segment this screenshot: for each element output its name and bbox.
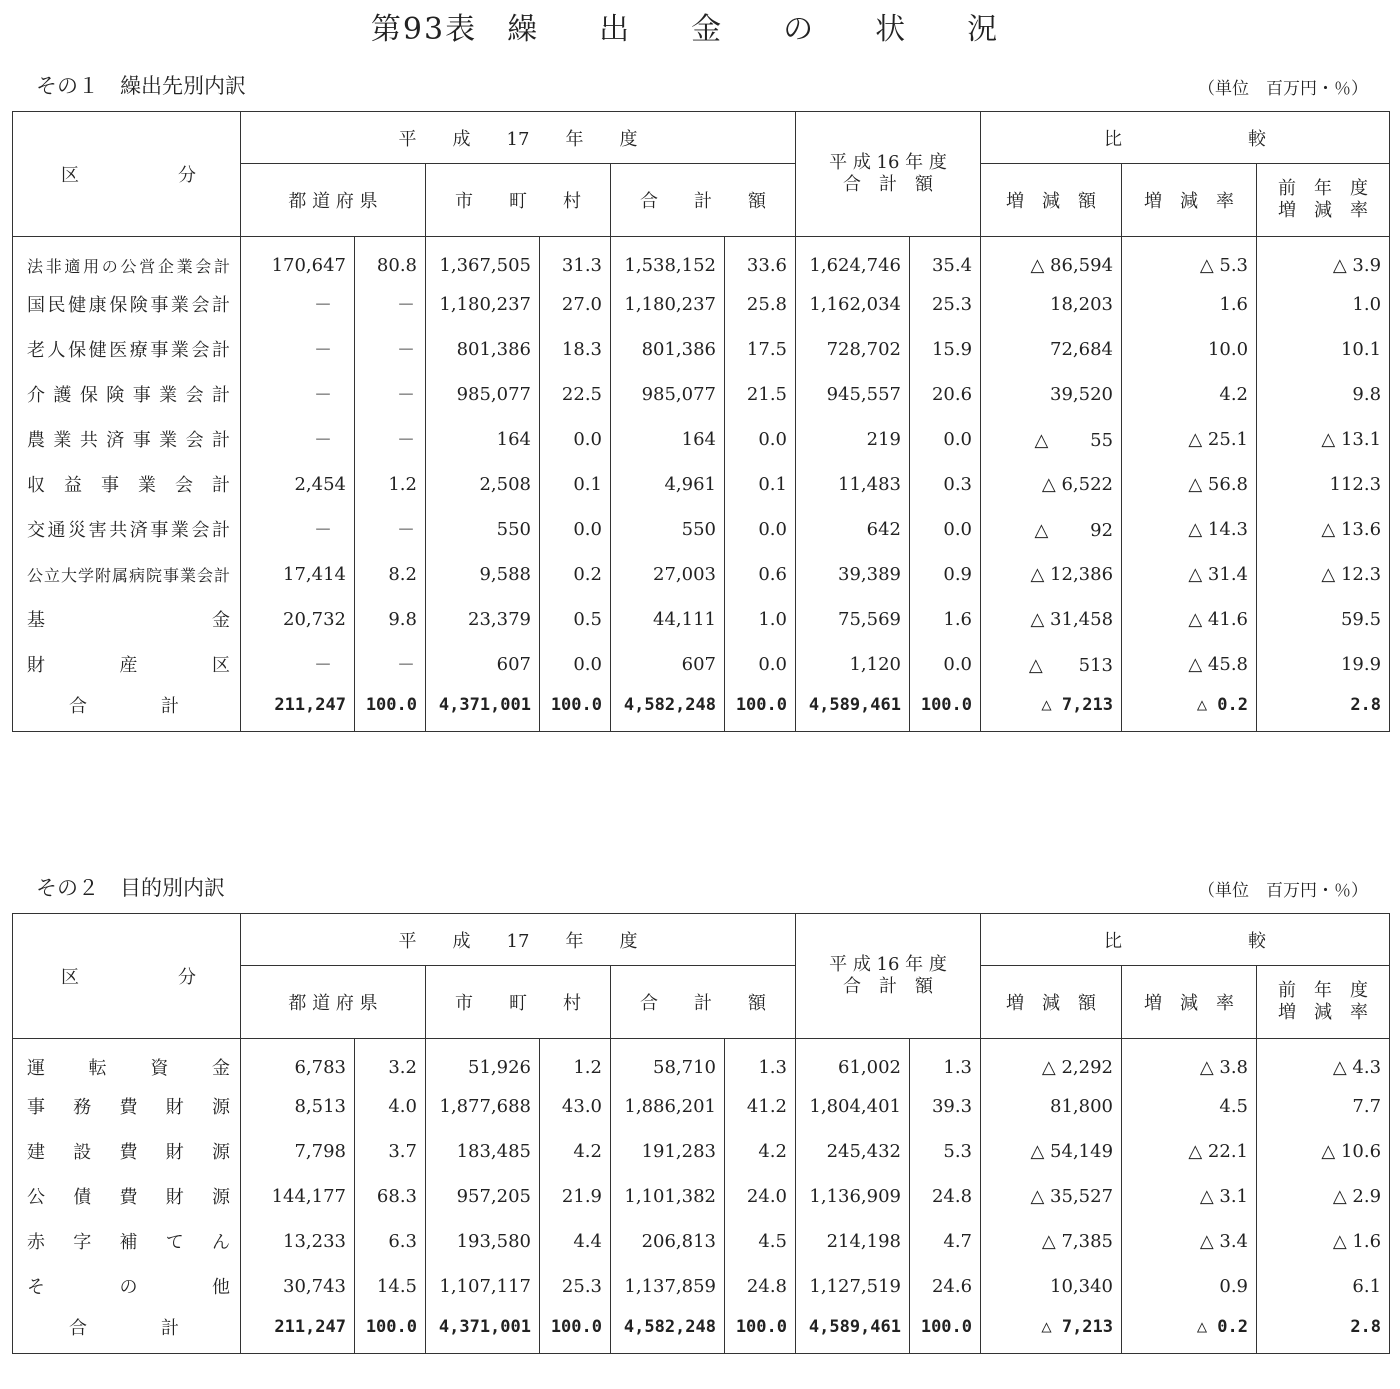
table-cell: 8,513	[241, 1084, 355, 1129]
table-cell: 33.6	[725, 237, 796, 282]
table-cell: 0.0	[910, 417, 981, 462]
table-cell: 24.6	[910, 1264, 981, 1309]
table-cell: 6.1	[1257, 1264, 1390, 1309]
page-title	[0, 4, 1400, 48]
header-h16: 平 成 16 年 度 合 計 額	[796, 914, 981, 1039]
table-cell: 9.8	[1257, 372, 1390, 417]
table-cell: 7,798	[241, 1129, 355, 1174]
table-cell: 6.3	[355, 1219, 426, 1264]
table-cell: 1,804,401	[796, 1084, 910, 1129]
table-cell: 1.2	[355, 462, 426, 507]
table-cell: 20.6	[910, 372, 981, 417]
row-label: 国民健康保険事業会計	[13, 282, 241, 327]
table-cell: 10.0	[1122, 327, 1257, 372]
table-cell: －	[355, 327, 426, 372]
table-cell: 164	[611, 417, 725, 462]
table-cell: 7.7	[1257, 1084, 1390, 1129]
table-cell: 39,520	[981, 372, 1122, 417]
table-cell: 20,732	[241, 597, 355, 642]
table-cell: 75,569	[796, 597, 910, 642]
table-cell: 183,485	[426, 1129, 540, 1174]
table-cell: △ 22.1	[1122, 1129, 1257, 1174]
table-row	[13, 1129, 1390, 1174]
table-cell: 18.3	[540, 327, 611, 372]
table-cell: △ 45.8	[1122, 642, 1257, 687]
header-h16: 平 成 16 年 度 合 計 額	[796, 112, 981, 237]
title-char: 況	[967, 12, 1000, 47]
table-cell: 11,483	[796, 462, 910, 507]
row-label: 赤字補てん	[13, 1219, 241, 1264]
table-cell: 4.2	[540, 1129, 611, 1174]
table-cell: △ 12,386	[981, 552, 1122, 597]
section2-unit: （単位 百万円・％）	[1198, 881, 1368, 901]
header-total-amount: 合 計 額	[611, 164, 796, 237]
table-cell: △ 13.1	[1257, 417, 1390, 462]
table-cell: 4,582,248	[611, 687, 725, 732]
table-cell: 1,137,859	[611, 1264, 725, 1309]
row-label	[13, 1309, 241, 1354]
table-cell: 4.2	[1122, 372, 1257, 417]
row-label: 農業共済事業会計	[13, 417, 241, 462]
table-cell: 5.3	[910, 1129, 981, 1174]
table-cell: 0.9	[910, 552, 981, 597]
table-row	[13, 1264, 1390, 1309]
table-cell: 24.8	[725, 1264, 796, 1309]
table-cell: 1,877,688	[426, 1084, 540, 1129]
table-cell: 43.0	[540, 1084, 611, 1129]
table-cell: 4.0	[355, 1084, 426, 1129]
table-cell: 550	[426, 507, 540, 552]
table-cell: △ 6,522	[981, 462, 1122, 507]
table-cell: 1,180,237	[426, 282, 540, 327]
table-cell: 4.2	[725, 1129, 796, 1174]
table-cell: 0.0	[540, 642, 611, 687]
table-cell: 1,120	[796, 642, 910, 687]
table-cell: 4,582,248	[611, 1309, 725, 1354]
table-cell: 58,710	[611, 1039, 725, 1084]
table-cell: －	[355, 372, 426, 417]
header-h17: 平 成 17 年 度	[241, 914, 796, 966]
table-cell: 1,538,152	[611, 237, 725, 282]
table-cell: 607	[611, 642, 725, 687]
table-cell: △ 14.3	[1122, 507, 1257, 552]
table-cell: 985,077	[426, 372, 540, 417]
table-cell: 191,283	[611, 1129, 725, 1174]
table-cell: 2.8	[1257, 687, 1390, 732]
table-cell: 985,077	[611, 372, 725, 417]
table-cell: 0.0	[725, 417, 796, 462]
table-cell: 25.8	[725, 282, 796, 327]
table-cell: △ 2.9	[1257, 1174, 1390, 1219]
table-cell: 61,002	[796, 1039, 910, 1084]
header-prefecture: 都 道 府 県	[241, 164, 426, 237]
section1-subtitle: その１ 繰出先別内訳	[36, 74, 246, 98]
header-compare: 比 較	[981, 914, 1390, 966]
table-cell: 211,247	[241, 687, 355, 732]
table-cell: 14.5	[355, 1264, 426, 1309]
table-cell: 27,003	[611, 552, 725, 597]
header-municipality: 市 町 村	[426, 966, 611, 1039]
table-cell: △ 25.1	[1122, 417, 1257, 462]
table-cell: 642	[796, 507, 910, 552]
row-label: 公立大学附属病院事業会計	[13, 552, 241, 597]
table-cell: △ 41.6	[1122, 597, 1257, 642]
table-cell: 0.6	[725, 552, 796, 597]
row-label: 公債費財源	[13, 1174, 241, 1219]
table-cell: 0.2	[540, 552, 611, 597]
table-cell: －	[241, 507, 355, 552]
table-cell: 6,783	[241, 1039, 355, 1084]
table-row	[13, 462, 1390, 507]
table-cell: 80.8	[355, 237, 426, 282]
table-cell: 0.3	[910, 462, 981, 507]
table-cell: 0.0	[725, 642, 796, 687]
table-cell: 25.3	[540, 1264, 611, 1309]
table-cell: 10.1	[1257, 327, 1390, 372]
table-row	[13, 597, 1390, 642]
table-cell: 0.0	[540, 417, 611, 462]
table-cell: 193,580	[426, 1219, 540, 1264]
table-cell: 4.5	[725, 1219, 796, 1264]
table-cell: 1.6	[1122, 282, 1257, 327]
table-cell: △ 3.9	[1257, 237, 1390, 282]
row-label: 基金	[13, 597, 241, 642]
header-h17: 平 成 17 年 度	[241, 112, 796, 164]
table-row	[13, 507, 1390, 552]
table-cell: 1.3	[725, 1039, 796, 1084]
table-cell: 0.0	[725, 507, 796, 552]
table-cell: 0.5	[540, 597, 611, 642]
table-cell: 0.0	[540, 507, 611, 552]
table-cell: －	[355, 417, 426, 462]
title-char: の	[783, 12, 816, 47]
table-cell: 39.3	[910, 1084, 981, 1129]
table-cell: 17.5	[725, 327, 796, 372]
table-cell: 10,340	[981, 1264, 1122, 1309]
table-cell: △ 5.3	[1122, 237, 1257, 282]
table-cell: 1,107,117	[426, 1264, 540, 1309]
table-cell: －	[241, 417, 355, 462]
table-cell: △ 56.8	[1122, 462, 1257, 507]
table-cell: 100.0	[725, 1309, 796, 1354]
row-label: 事務費財源	[13, 1084, 241, 1129]
table-cell: 100.0	[355, 687, 426, 732]
table-cell: 23,379	[426, 597, 540, 642]
table-cell: 21.9	[540, 1174, 611, 1219]
table-cell: －	[355, 642, 426, 687]
table-cell: 164	[426, 417, 540, 462]
table-cell: 801,386	[426, 327, 540, 372]
table-cell: 15.9	[910, 327, 981, 372]
title-table-number: 第93表	[370, 12, 478, 47]
header-prefecture: 都 道 府 県	[241, 966, 426, 1039]
table-cell: 17,414	[241, 552, 355, 597]
table-cell: －	[241, 327, 355, 372]
table-cell: 1.2	[540, 1039, 611, 1084]
table-row	[13, 327, 1390, 372]
table-cell: △ 3.4	[1122, 1219, 1257, 1264]
table-cell: 68.3	[355, 1174, 426, 1219]
table-cell: 0.9	[1122, 1264, 1257, 1309]
table-cell: 1.0	[1257, 282, 1390, 327]
table-cell: 51,926	[426, 1039, 540, 1084]
table-cell: 59.5	[1257, 597, 1390, 642]
table-cell: △ 35,527	[981, 1174, 1122, 1219]
row-label: 建設費財源	[13, 1129, 241, 1174]
title-char: 繰	[507, 12, 540, 47]
table-cell: 1,101,382	[611, 1174, 725, 1219]
table-cell: 100.0	[355, 1309, 426, 1354]
header-rate: 増 減 率	[1122, 164, 1257, 237]
table-cell: 9,588	[426, 552, 540, 597]
table-row	[13, 1084, 1390, 1129]
section2-subtitle: その２ 目的別内訳	[36, 876, 225, 900]
table-cell: 0.1	[725, 462, 796, 507]
table-cell: 72,684	[981, 327, 1122, 372]
table-cell: 1.3	[910, 1039, 981, 1084]
header-total-amount: 合 計 額	[611, 966, 796, 1039]
table-cell: 13,233	[241, 1219, 355, 1264]
table-cell: 4.5	[1122, 1084, 1257, 1129]
row-label: 介護保険事業会計	[13, 372, 241, 417]
table-cell: 211,247	[241, 1309, 355, 1354]
title-char: 金	[691, 12, 724, 47]
table-cell: 4,589,461	[796, 1309, 910, 1354]
table-cell: 44,111	[611, 597, 725, 642]
total-row	[13, 1309, 1390, 1354]
row-label	[13, 687, 241, 732]
table-cell: 1,624,746	[796, 237, 910, 282]
table-cell: 1,162,034	[796, 282, 910, 327]
table-cell: 219	[796, 417, 910, 462]
row-label: その他	[13, 1264, 241, 1309]
table-cell: 112.3	[1257, 462, 1390, 507]
table-cell: 100.0	[910, 687, 981, 732]
table-cell: －	[241, 282, 355, 327]
section1-unit: （単位 百万円・％）	[1198, 79, 1368, 99]
table-cell: 3.2	[355, 1039, 426, 1084]
row-label: 老人保健医療事業会計	[13, 327, 241, 372]
table-cell: △ 10.6	[1257, 1129, 1390, 1174]
table-cell: 27.0	[540, 282, 611, 327]
table-cell: 0.1	[540, 462, 611, 507]
table-cell: △ 7,213	[981, 687, 1122, 732]
table-cell: △ 1.6	[1257, 1219, 1390, 1264]
table-cell: 4,961	[611, 462, 725, 507]
table-cell: 8.2	[355, 552, 426, 597]
table-cell: △ 86,594	[981, 237, 1122, 282]
header-compare: 比 較	[981, 112, 1390, 164]
table-cell: △ 12.3	[1257, 552, 1390, 597]
table-cell: △ 7,213	[981, 1309, 1122, 1354]
table-cell: △ 7,385	[981, 1219, 1122, 1264]
title-char: 状	[875, 12, 908, 47]
table-row	[13, 282, 1390, 327]
row-label-text: 合計	[69, 695, 179, 717]
header-prev-rate: 前 年 度 増 減 率	[1257, 966, 1390, 1039]
table-cell: －	[241, 372, 355, 417]
table-cell: △ 3.8	[1122, 1039, 1257, 1084]
table-cell: 1,136,909	[796, 1174, 910, 1219]
table-cell: 1.6	[910, 597, 981, 642]
title-char: 出	[599, 12, 632, 47]
table-cell: 100.0	[910, 1309, 981, 1354]
table-row	[13, 1174, 1390, 1219]
table-cell: △ 0.2	[1122, 1309, 1257, 1354]
table-cell: 19.9	[1257, 642, 1390, 687]
table-row	[13, 1039, 1390, 1084]
table-by-purpose	[12, 913, 1390, 1354]
table-cell: 0.0	[910, 642, 981, 687]
table-cell: △ 2,292	[981, 1039, 1122, 1084]
table-cell: 801,386	[611, 327, 725, 372]
header-kubun: 区 分	[13, 112, 241, 237]
table-cell: 18,203	[981, 282, 1122, 327]
table-row	[13, 372, 1390, 417]
row-label: 運転資金	[13, 1039, 241, 1084]
table-cell: 39,389	[796, 552, 910, 597]
table-cell: 945,557	[796, 372, 910, 417]
row-label-text: 合計	[69, 1317, 179, 1339]
table-cell: 3.7	[355, 1129, 426, 1174]
header-prev-rate: 前 年 度 増 減 率	[1257, 164, 1390, 237]
table-cell: 1,886,201	[611, 1084, 725, 1129]
header-diff: 増 減 額	[981, 164, 1122, 237]
table-cell: 170,647	[241, 237, 355, 282]
table-cell: 2,508	[426, 462, 540, 507]
table-cell: 550	[611, 507, 725, 552]
table-cell: 1.0	[725, 597, 796, 642]
table-cell: 214,198	[796, 1219, 910, 1264]
table-cell: △ 3.1	[1122, 1174, 1257, 1219]
row-label: 財産区	[13, 642, 241, 687]
table-cell: 100.0	[540, 687, 611, 732]
table-cell: 4.7	[910, 1219, 981, 1264]
table-cell: 35.4	[910, 237, 981, 282]
table-row	[13, 237, 1390, 282]
table-cell: 957,205	[426, 1174, 540, 1219]
header-kubun: 区 分	[13, 914, 241, 1039]
table-cell: △ 92	[981, 507, 1122, 552]
table-cell: △ 54,149	[981, 1129, 1122, 1174]
table-cell: △ 31,458	[981, 597, 1122, 642]
table-cell: 31.3	[540, 237, 611, 282]
table-cell: 4,589,461	[796, 687, 910, 732]
table-cell: 245,432	[796, 1129, 910, 1174]
table-cell: 1,367,505	[426, 237, 540, 282]
table-cell: △ 0.2	[1122, 687, 1257, 732]
table-cell: 2.8	[1257, 1309, 1390, 1354]
table-cell: 24.0	[725, 1174, 796, 1219]
table-cell: －	[241, 642, 355, 687]
table-cell: －	[355, 282, 426, 327]
table-cell: 25.3	[910, 282, 981, 327]
header-municipality: 市 町 村	[426, 164, 611, 237]
table-cell: 2,454	[241, 462, 355, 507]
table-cell: 22.5	[540, 372, 611, 417]
table-by-destination	[12, 111, 1390, 732]
table-cell: 4,371,001	[426, 1309, 540, 1354]
table-cell: 4.4	[540, 1219, 611, 1264]
table-cell: △ 13.6	[1257, 507, 1390, 552]
table-cell: －	[355, 507, 426, 552]
table-cell: △ 55	[981, 417, 1122, 462]
table-row	[13, 552, 1390, 597]
table-cell: 0.0	[910, 507, 981, 552]
table-cell: △ 513	[981, 642, 1122, 687]
row-label: 収益事業会計	[13, 462, 241, 507]
table-cell: 24.8	[910, 1174, 981, 1219]
table-cell: 41.2	[725, 1084, 796, 1129]
table-cell: △ 31.4	[1122, 552, 1257, 597]
table-cell: 30,743	[241, 1264, 355, 1309]
header-rate: 増 減 率	[1122, 966, 1257, 1039]
row-label: 法非適用の公営企業会計	[13, 237, 241, 282]
table-cell: 728,702	[796, 327, 910, 372]
table-cell: △ 4.3	[1257, 1039, 1390, 1084]
total-row	[13, 687, 1390, 732]
table-row	[13, 417, 1390, 462]
header-diff: 増 減 額	[981, 966, 1122, 1039]
table-cell: 4,371,001	[426, 687, 540, 732]
table-cell: 206,813	[611, 1219, 725, 1264]
table-cell: 607	[426, 642, 540, 687]
table-cell: 1,127,519	[796, 1264, 910, 1309]
table-cell: 100.0	[725, 687, 796, 732]
table-cell: 1,180,237	[611, 282, 725, 327]
table-cell: 21.5	[725, 372, 796, 417]
table-cell: 81,800	[981, 1084, 1122, 1129]
table-cell: 9.8	[355, 597, 426, 642]
table-cell: 100.0	[540, 1309, 611, 1354]
table-cell: 144,177	[241, 1174, 355, 1219]
row-label: 交通災害共済事業会計	[13, 507, 241, 552]
table-row	[13, 642, 1390, 687]
table-row	[13, 1219, 1390, 1264]
